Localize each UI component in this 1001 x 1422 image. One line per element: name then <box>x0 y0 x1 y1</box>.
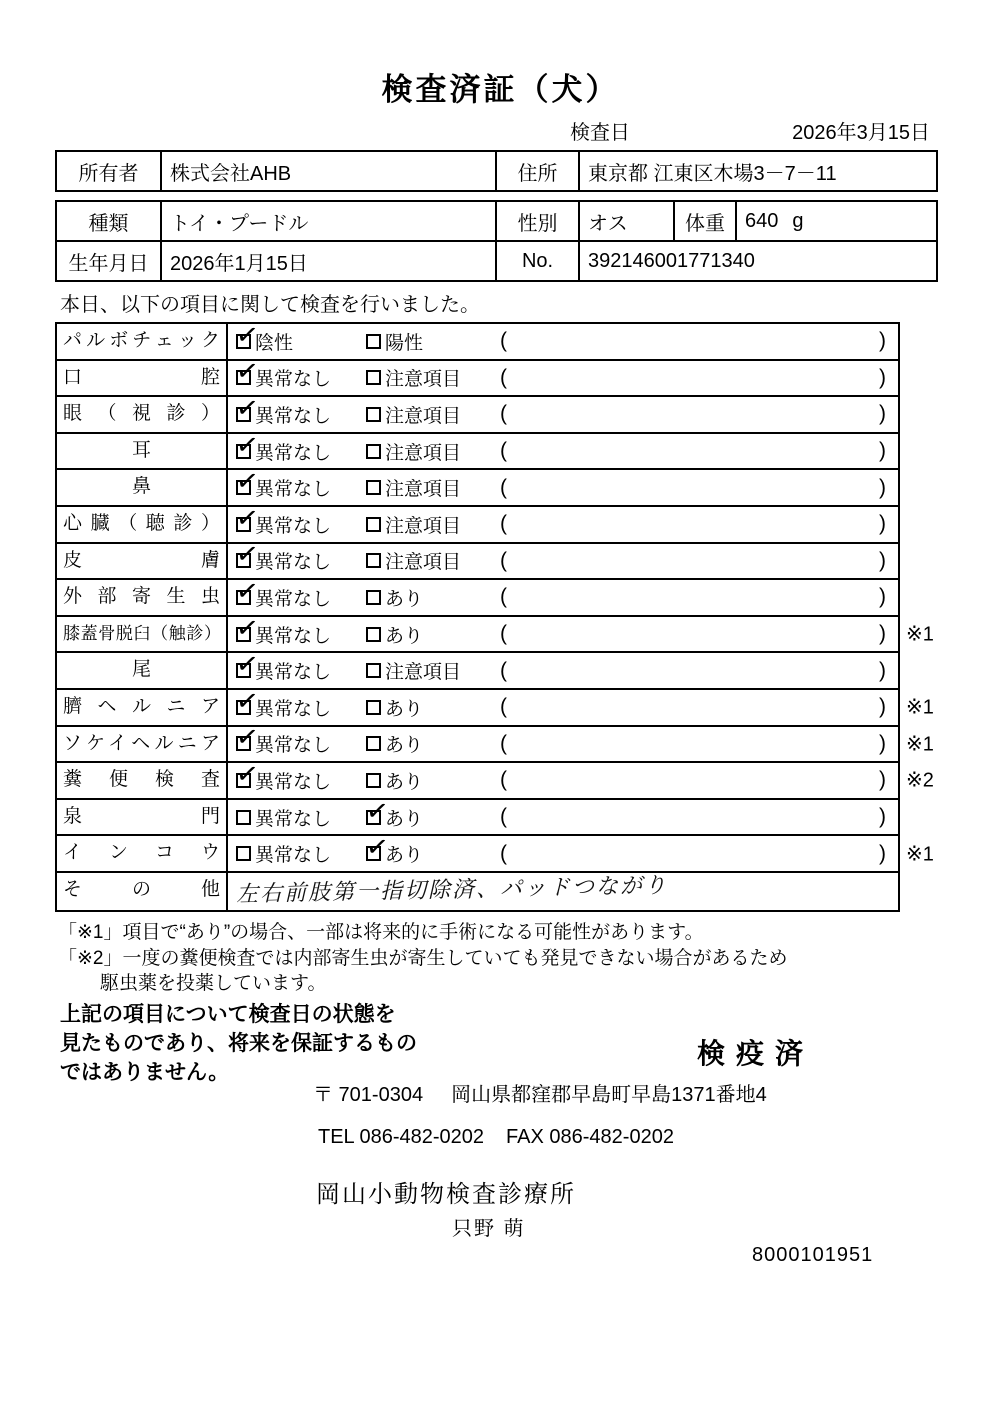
exam-options <box>228 720 898 757</box>
sex-value: オス <box>579 201 674 241</box>
footnote-1: 「※1」項目で“あり”の場合、一部は将来的に手術になる可能性があります。 <box>58 922 704 943</box>
result-paren-close: ) <box>879 768 886 792</box>
clinic-tel: TEL 086-482-0202 <box>318 1126 485 1148</box>
exam-row-body <box>228 830 898 871</box>
option-label: 注意項目 <box>385 369 462 391</box>
exam-row <box>57 873 898 910</box>
exam-item-name: 口腔 <box>57 361 228 396</box>
checkbox <box>233 574 261 609</box>
exam-checklist-table <box>55 318 934 912</box>
exam-options <box>228 391 898 428</box>
no-label: No. <box>496 241 579 281</box>
checkmark-icon: ✓ <box>233 611 261 645</box>
exam-options <box>228 464 898 501</box>
exam-row <box>57 611 934 654</box>
checkbox <box>366 663 381 678</box>
option-label: 異常なし <box>255 698 332 720</box>
exam-options <box>228 830 898 867</box>
clinic-postal-line <box>313 1078 767 1107</box>
option-label: あり <box>385 588 424 610</box>
exam-options <box>228 684 898 721</box>
result-paren-open: ( <box>500 475 507 499</box>
checkbox <box>233 318 261 353</box>
exam-item-name: 鼻 <box>57 470 228 505</box>
exam-row-body <box>228 873 898 910</box>
exam-row <box>57 647 898 690</box>
exam-item-name: 臍ヘルニア <box>57 690 228 725</box>
checkmark-icon: ✓ <box>233 757 261 792</box>
result-paren-close: ) <box>879 585 886 609</box>
exam-item-name: 糞便検査 <box>57 763 228 798</box>
checkmark-icon: ✓ <box>233 720 261 755</box>
option-label: 異常なし <box>255 515 332 537</box>
result-paren-close: ) <box>879 841 886 865</box>
veterinarian-name: 只野 萌 <box>452 1218 526 1240</box>
option-label: 注意項目 <box>385 442 462 464</box>
checkbox <box>236 810 251 825</box>
result-paren-open: ( <box>500 841 507 865</box>
exam-option-2 <box>366 767 500 794</box>
result-paren-close: ) <box>879 622 886 646</box>
option-label: 異常なし <box>255 588 332 610</box>
exam-option-1 <box>233 501 366 538</box>
quarantine-stamp: 検疫済 <box>697 1038 815 1069</box>
footnote-2: 「※2」一度の糞便検査では内部寄生虫が寄生していても発見できない場合があるため <box>58 947 788 969</box>
option-label: あり <box>385 698 424 720</box>
exam-options <box>228 428 898 465</box>
option-label: あり <box>385 735 424 757</box>
result-paren-open: ( <box>500 585 507 609</box>
exam-row <box>57 684 934 727</box>
animal-info-table <box>55 200 938 282</box>
exam-item-name: 眼（視診） <box>57 397 228 432</box>
option-label: あり <box>385 625 424 647</box>
exam-option-2 <box>366 730 500 757</box>
page-title: 検査済証（犬） <box>381 72 620 107</box>
option-label: 注意項目 <box>385 515 462 537</box>
exam-item-name: 皮膚 <box>57 544 228 579</box>
option-label: 異常なし <box>255 735 332 757</box>
result-paren-open: ( <box>500 695 507 719</box>
exam-option-1 <box>233 391 366 428</box>
option-label: 注意項目 <box>385 405 462 427</box>
exam-row-body <box>228 501 898 542</box>
option-label: 陽性 <box>385 332 424 354</box>
clinic-fax: FAX 086-482-0202 <box>506 1126 674 1148</box>
result-paren-open: ( <box>500 402 507 426</box>
exam-row-body <box>228 574 898 615</box>
checkbox <box>236 846 251 861</box>
checkbox <box>233 537 261 572</box>
result-paren-open: ( <box>500 622 507 646</box>
result-paren-close: ) <box>879 439 886 463</box>
clinic-name: 岡山小動物検査診療所 <box>316 1181 576 1208</box>
birthdate-value: 2026年1月15日 <box>161 241 496 281</box>
exam-option-2 <box>366 694 500 721</box>
exam-options <box>228 647 898 684</box>
result-paren-close: ) <box>879 731 886 755</box>
exam-option-1 <box>233 318 366 355</box>
clinic-postal-code: 〒 701-0304 <box>313 1084 424 1106</box>
checkbox <box>363 794 391 828</box>
sex-label: 性別 <box>496 201 579 241</box>
option-label: 注意項目 <box>385 552 462 574</box>
result-paren-close: ) <box>879 512 886 536</box>
checkbox <box>233 757 261 792</box>
option-label: 異常なし <box>255 405 332 427</box>
exam-item-name: 外部寄生虫 <box>57 580 228 615</box>
checkbox <box>366 736 381 751</box>
checkbox <box>366 444 381 459</box>
exam-row <box>57 501 898 544</box>
exam-option-1 <box>233 684 366 721</box>
exam-options <box>228 318 898 355</box>
exam-row-body <box>228 720 898 762</box>
result-paren-close: ) <box>879 548 886 572</box>
checkmark-icon: ✓ <box>233 684 261 719</box>
checkbox <box>233 354 261 389</box>
footnote-marker: ※1 <box>906 696 934 719</box>
exam-row-body <box>228 428 898 469</box>
exam-row <box>57 794 898 837</box>
serial-number: 8000101951 <box>752 1244 874 1266</box>
exam-row-body <box>228 318 898 359</box>
exam-row-body <box>228 647 898 688</box>
checkbox <box>233 720 261 755</box>
option-label: 異常なし <box>255 808 332 830</box>
exam-options <box>228 757 898 794</box>
table-row <box>56 241 937 281</box>
exam-row <box>57 428 898 471</box>
option-label: 異常なし <box>255 442 332 464</box>
result-paren-open: ( <box>500 512 507 536</box>
exam-row <box>57 391 898 434</box>
checkbox <box>366 370 381 385</box>
option-label: あり <box>385 771 424 793</box>
exam-row-body <box>228 537 898 579</box>
exam-option-2 <box>366 474 500 501</box>
checkbox <box>366 627 381 642</box>
result-paren-open: ( <box>500 365 507 389</box>
checkbox <box>233 391 261 426</box>
result-paren-close: ) <box>879 365 886 389</box>
checkbox <box>366 517 381 532</box>
weight-value: 640 <box>745 209 779 232</box>
result-paren-open: ( <box>500 329 507 353</box>
checkmark-icon: ✓ <box>233 428 261 463</box>
exam-item-name: 耳 <box>57 434 228 469</box>
checkmark-icon: ✓ <box>233 354 261 389</box>
exam-row-body <box>228 464 898 505</box>
exam-row <box>57 464 898 507</box>
result-paren-close: ) <box>879 475 886 499</box>
table-row <box>56 201 937 241</box>
exam-option-2 <box>366 584 500 611</box>
footnote-2-continued: 駆虫薬を投薬しています。 <box>100 973 327 994</box>
disclaimer-line-1: 上記の項目について検査日の状態を <box>60 1003 396 1026</box>
exam-option-2 <box>366 657 500 684</box>
checkmark-icon: ✓ <box>233 318 261 353</box>
exam-row <box>57 574 898 617</box>
exam-row-body <box>228 611 898 652</box>
option-label: あり <box>385 845 424 867</box>
footnote-marker: ※1 <box>906 843 934 866</box>
checkbox <box>366 334 381 349</box>
option-label: 異常なし <box>255 369 332 391</box>
exam-option-1 <box>233 464 366 501</box>
clinic-tel-line <box>318 1126 674 1149</box>
checkmark-icon: ✓ <box>233 647 261 682</box>
result-paren-open: ( <box>500 805 507 829</box>
exam-item-name: 心臓（聴診） <box>57 507 228 542</box>
exam-options <box>228 794 898 831</box>
exam-row-body <box>228 354 898 396</box>
owner-value: 株式会社AHB <box>161 151 496 191</box>
result-paren-open: ( <box>500 439 507 463</box>
checkmark-icon: ✓ <box>233 574 261 609</box>
exam-row-body <box>228 684 898 725</box>
checkbox <box>366 407 381 422</box>
checkmark-icon: ✓ <box>363 794 391 828</box>
table-row <box>56 151 937 191</box>
weight-unit: g <box>792 209 804 232</box>
checkbox <box>233 464 261 499</box>
exam-row <box>57 354 898 398</box>
owner-info-table <box>55 150 938 192</box>
weight-cell <box>736 201 937 241</box>
exam-option-1 <box>236 840 366 867</box>
exam-row <box>57 318 898 361</box>
exam-option-1 <box>236 804 366 831</box>
birthdate-label: 生年月日 <box>56 241 161 281</box>
option-label: 異常なし <box>255 845 332 867</box>
exam-row <box>57 720 934 764</box>
exam-option-1 <box>233 537 366 574</box>
exam-row <box>57 830 934 873</box>
exam-item-name: パルボチェック <box>57 324 228 359</box>
checkbox <box>366 480 381 495</box>
result-paren-open: ( <box>500 731 507 755</box>
address-value: 東京都 江東区木場3－7－11 <box>579 151 937 191</box>
intro-text: 本日、以下の項目に関して検査を行いました。 <box>60 294 480 316</box>
result-paren-close: ) <box>879 695 886 719</box>
no-value: 392146001771340 <box>579 241 937 281</box>
exam-option-1 <box>233 720 366 757</box>
result-paren-close: ) <box>879 805 886 829</box>
option-label: 異常なし <box>255 771 332 793</box>
inspection-date-value: 2026年3月15日 <box>792 122 930 144</box>
checkbox <box>233 647 261 682</box>
exam-option-1 <box>233 574 366 611</box>
checkmark-icon: ✓ <box>233 464 261 499</box>
owner-label: 所有者 <box>56 151 161 191</box>
exam-item-name: その他 <box>57 873 228 910</box>
checkbox <box>366 773 381 788</box>
exam-option-1 <box>233 647 366 684</box>
footnotes <box>58 920 788 997</box>
exam-option-2 <box>363 794 500 831</box>
result-paren-open: ( <box>500 768 507 792</box>
checkbox <box>366 700 381 715</box>
result-paren-close: ) <box>879 402 886 426</box>
disclaimer-text <box>60 1000 417 1087</box>
result-paren-open: ( <box>500 548 507 572</box>
option-label: 注意項目 <box>385 662 462 684</box>
breed-label: 種類 <box>56 201 161 241</box>
clinic-address: 岡山県都窪郡早島町早島1371番地4 <box>451 1084 767 1106</box>
handwritten-note: 左右前肢第一指切除済、パッドつながり <box>235 873 669 908</box>
exam-item-name: 泉門 <box>57 800 228 835</box>
option-label: あり <box>385 808 424 830</box>
checkbox <box>233 501 261 536</box>
checkbox <box>366 553 381 568</box>
option-label: 異常なし <box>255 552 332 574</box>
address-label: 住所 <box>496 151 579 191</box>
exam-options <box>228 501 898 538</box>
checkmark-icon: ✓ <box>233 391 261 426</box>
exam-item-name: 尾 <box>57 653 228 688</box>
option-label: 異常なし <box>255 662 332 684</box>
exam-option-1 <box>233 354 366 391</box>
checkmark-icon: ✓ <box>233 537 261 572</box>
checkbox <box>233 684 261 719</box>
exam-row <box>57 537 898 581</box>
footnote-marker: ※1 <box>906 733 934 756</box>
exam-options <box>228 537 898 574</box>
result-paren-open: ( <box>500 658 507 682</box>
exam-option-2 <box>366 364 500 391</box>
exam-option-1 <box>233 757 366 794</box>
exam-option-2 <box>363 830 500 867</box>
exam-options <box>228 354 898 391</box>
result-paren-close: ) <box>879 329 886 353</box>
exam-row <box>57 757 934 800</box>
disclaimer-line-3: ではありません。 <box>60 1061 230 1084</box>
checkbox <box>366 590 381 605</box>
checkbox <box>233 428 261 463</box>
disclaimer-line-2: 見たものであり、将来を保証するもの <box>60 1032 417 1055</box>
exam-row-body <box>228 391 898 432</box>
exam-option-2 <box>366 328 500 355</box>
checkbox <box>233 611 261 645</box>
exam-item-name: 膝蓋骨脱臼（触診） <box>57 617 228 652</box>
option-label: 異常なし <box>255 625 332 647</box>
inspection-date-label: 検査日 <box>570 122 630 144</box>
exam-item-name: インコウ <box>57 836 228 871</box>
option-label: 異常なし <box>255 479 332 501</box>
exam-item-name: ソケイヘルニア <box>57 727 228 762</box>
result-paren-close: ) <box>879 658 886 682</box>
exam-option-2 <box>366 547 500 574</box>
exam-row-body <box>228 757 898 798</box>
checkmark-icon: ✓ <box>233 501 261 536</box>
exam-row-body <box>228 794 898 835</box>
exam-option-2 <box>366 621 500 648</box>
exam-options <box>228 574 898 611</box>
footnote-marker: ※2 <box>906 769 934 792</box>
checkbox <box>363 830 391 865</box>
exam-option-1 <box>233 428 366 465</box>
exam-option-2 <box>366 438 500 465</box>
inspection-date-row <box>570 116 930 145</box>
option-label: 陰性 <box>255 332 294 354</box>
footnote-marker: ※1 <box>906 623 934 646</box>
option-label: 注意項目 <box>385 479 462 501</box>
exam-option-2 <box>366 401 500 428</box>
exam-option-2 <box>366 511 500 538</box>
exam-option-1 <box>233 611 366 648</box>
checkmark-icon: ✓ <box>363 830 391 865</box>
breed-value: トイ・プードル <box>161 201 496 241</box>
weight-label: 体重 <box>674 201 736 241</box>
exam-options <box>228 611 898 648</box>
